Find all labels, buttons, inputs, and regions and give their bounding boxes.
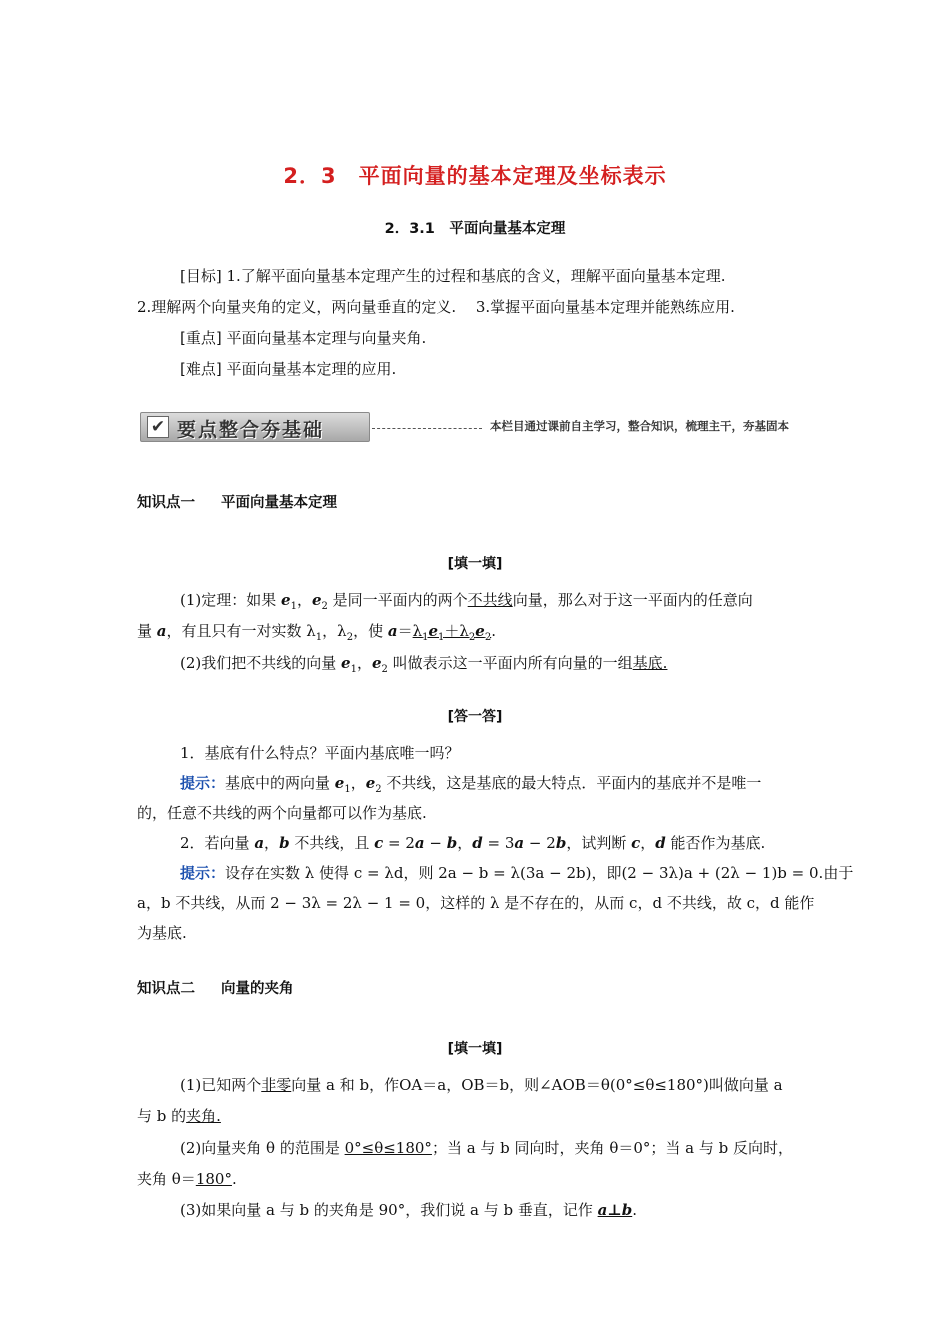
banner-divider: [372, 428, 482, 429]
section1-heading: [137, 491, 337, 512]
section1-name: 平面向量基本定理: [221, 495, 337, 511]
hint-label: 提示：: [180, 774, 226, 792]
basis-definition: (2)我们把不共线的向量 $e_1$，$e_2$ 叫做表示这一平面内所有向量的一组基底.: [180, 654, 668, 675]
section1-fill-head: [填一填]: [447, 556, 503, 572]
theorem-line-1: (1)定理：如果 $e_1$，$e_2$ 是同一平面内的两个不共线向量，那么对于这一平面内的任意向: [180, 591, 753, 612]
banner-box: [140, 412, 370, 442]
difficult-tag: [难点]: [180, 360, 222, 378]
goals-line-1: [目标] 1.了解平面向量基本定理产生的过程和基底的含义，理解平面向量基本定理.: [180, 267, 726, 285]
section1-qa-head: [答一答]: [447, 709, 503, 725]
question-1: 1．基底有什么特点？平面内基底唯一吗？: [180, 744, 460, 762]
banner-heading: 要点整合夯基础: [177, 419, 325, 441]
goals-line-2: 2.理解两个向量夹角的定义，两向量垂直的定义. 3.掌握平面向量基本定理并能熟练应用.: [137, 298, 735, 316]
theorem-line-2: 量 a，有且只有一对实数 $\lambda_1$，$\lambda_2$，使 $a=\lambda_1e_1+\lambda_2e_2$.: [137, 622, 496, 643]
perpendicular-definition: (3)如果向量 a 与 b 的夹角是 90°，我们说 a 与 b 垂直，记作 a⊥b.: [180, 1201, 637, 1219]
answer-2-line-2: a，b 不共线，从而 2 − 3λ = 2λ − 1 = 0，这样的 λ 是不存在的，从而 c，d 不共线，故 c，d 能作: [137, 894, 815, 912]
answer-1-line-1: 提示：基底中的两向量 $e_1$，$e_2$ 不共线，这是基底的最大特点．平面内的基底并不是唯一: [180, 774, 762, 795]
theorem-formula: $\lambda_1e_1+\lambda_2e_2$: [412, 622, 492, 643]
question-2: 2．若向量 a，b 不共线，且 c = 2a − b，d = 3a − 2b，试判断 c，d 能否作为基底.: [180, 834, 766, 852]
page-title: 2．3 平面向量的基本定理及坐标表示: [283, 164, 667, 188]
answer-1-line-2: 的，任意不共线的两个向量都可以作为基底.: [137, 804, 427, 822]
section1-label: 知识点一: [137, 495, 195, 511]
angle-range-line-1: (2)向量夹角 θ 的范围是 0°≤θ≤180°；当 a 与 b 同向时，夹角 θ＝0°；当 a 与 b 反向时，: [180, 1139, 794, 1157]
difficult-points: [137, 357, 860, 381]
angle-definition-line-1: (1)已知两个非零向量 a 和 b，作OA＝a，OB＝b，则∠AOB＝θ(0°≤θ≤180°)叫做向量 a: [180, 1076, 783, 1094]
difficult-text: 平面向量基本定理的应用.: [221, 360, 397, 378]
section2-name: 向量的夹角: [221, 981, 294, 997]
hint-label-2: 提示：: [180, 864, 226, 882]
section2-fill-head: [填一填]: [447, 1041, 503, 1057]
key-tag: [重点]: [180, 329, 222, 347]
page-subtitle: 2．3.1 平面向量基本定理: [384, 221, 566, 237]
key-points: [137, 326, 860, 350]
angle-range-line-2: 夹角 θ＝180°.: [137, 1170, 237, 1188]
banner-note: 本栏目通过课前自主学习，整合知识，梳理主干，夯基固本: [490, 419, 789, 433]
answer-2-line-3: 为基底.: [137, 924, 187, 942]
angle-definition-line-2: 与 b 的夹角.: [137, 1107, 221, 1125]
section2-heading: [137, 977, 294, 998]
checkmark-icon: ✔: [147, 416, 169, 438]
section-banner: [140, 410, 811, 444]
answer-2-line-1: 提示：设存在实数 λ 使得 c = λd，则 2a − b = λ(3a − 2b)，即(2 − 3λ)a + (2λ − 1)b = 0.由于: [180, 864, 854, 882]
key-text: 平面向量基本定理与向量夹角.: [221, 329, 427, 347]
section2-label: 知识点二: [137, 981, 195, 997]
